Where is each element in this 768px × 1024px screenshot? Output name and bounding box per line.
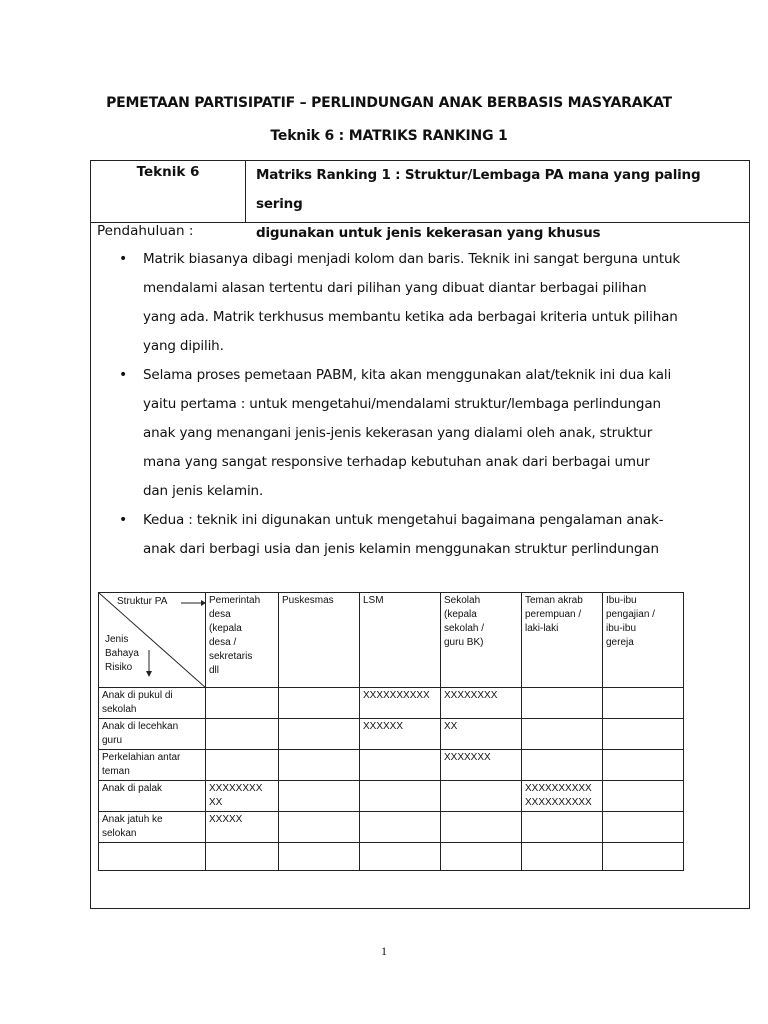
matrix-column-header (603, 593, 684, 688)
cell-line: XXXXXXXXXX (525, 783, 592, 794)
cell-line: sekretaris (209, 651, 253, 662)
matrix-cell (279, 843, 360, 871)
cell-line: XXXXXXXX (209, 783, 263, 794)
matrix-cell (360, 781, 441, 812)
cell-line: Perkelahian antar (102, 752, 181, 763)
matrix-corner-cell (99, 593, 206, 688)
bullet-line: mana yang sangat responsive terhadap kebutuhan anak dari berbagai umur (143, 454, 650, 470)
matrix-cell (279, 781, 360, 812)
cell-line: perempuan / (525, 609, 582, 620)
matrix-cell (360, 812, 441, 843)
cell-line: Anak di palak (102, 783, 163, 794)
cell-line: gereja (606, 637, 634, 648)
technique-number: Teknik 6 (91, 161, 246, 222)
matrix-column-header (441, 593, 522, 688)
page-subtitle: Teknik 6 : MATRIKS RANKING 1 (270, 128, 508, 144)
matrix-cell (603, 812, 684, 843)
matrix-cell (206, 843, 279, 871)
matrix-cell (441, 781, 522, 812)
content-frame (90, 160, 750, 909)
matrix-cell (279, 719, 360, 750)
matrix-column-header (279, 593, 360, 688)
matrix-row-label (99, 750, 206, 781)
table-row (99, 781, 684, 812)
matrix-cell (279, 750, 360, 781)
cell-line: laki-laki (525, 623, 559, 634)
matrix-cell (522, 812, 603, 843)
cell-line: XXXXXXX (444, 752, 491, 763)
matrix-cell (441, 812, 522, 843)
matrix-cell (522, 688, 603, 719)
matrix-cell (360, 688, 441, 719)
matrix-cell (279, 812, 360, 843)
matrix-cell (522, 719, 603, 750)
matrix-cell (522, 750, 603, 781)
matrix-column-header (360, 593, 441, 688)
table-row (99, 843, 684, 871)
matrix-cell (603, 719, 684, 750)
matrix-column-header (522, 593, 603, 688)
bullet-dot-icon: • (119, 367, 128, 383)
cell-line: desa (209, 609, 231, 620)
cell-line: teman (102, 766, 130, 777)
matrix-cell (360, 843, 441, 871)
matrix-cell (360, 750, 441, 781)
intro-bullet (113, 361, 743, 506)
intro-bullet (113, 506, 743, 564)
matrix-cell (603, 688, 684, 719)
cell-line: XXXXXXXXXX (363, 690, 430, 701)
page-title: PEMETAAN PARTISIPATIF – PERLINDUNGAN ANAK BERBASIS MASYARAKAT (106, 95, 672, 111)
matrix-cell (522, 781, 603, 812)
matrix-column-header (206, 593, 279, 688)
matrix-row-label (99, 781, 206, 812)
cell-line: ibu-ibu (606, 623, 637, 634)
matrix-cell (603, 750, 684, 781)
table-row (99, 812, 684, 843)
cell-line: XXXXX (209, 814, 243, 825)
cell-line: Puskesmas (282, 595, 334, 606)
table-row (99, 688, 684, 719)
matrix-row-label (99, 812, 206, 843)
cell-line: desa / (209, 637, 237, 648)
corner-row-label (105, 633, 139, 675)
cell-line: sekolah (102, 704, 137, 715)
intro-bullet-list (113, 245, 743, 564)
bullet-dot-icon: • (119, 251, 128, 267)
matrix-cell (206, 750, 279, 781)
cell-line: Ibu-ibu (606, 595, 637, 606)
matrix-header-row (99, 593, 684, 688)
cell-line: (kepala (209, 623, 242, 634)
table-row (99, 719, 684, 750)
cell-line: pengajian / (606, 609, 655, 620)
matrix-cell (206, 812, 279, 843)
cell-line: Pemerintah (209, 595, 261, 606)
bullet-dot-icon: • (119, 512, 128, 528)
ranking-matrix-table (98, 592, 684, 871)
matrix-cell (206, 719, 279, 750)
bullet-line: Kedua : teknik ini digunakan untuk mengetahui bagaimana pengalaman anak- (143, 512, 664, 528)
matrix-cell (522, 843, 603, 871)
bullet-line: Matrik biasanya dibagi menjadi kolom dan baris. Teknik ini sangat berguna untuk (143, 251, 681, 267)
cell-line: Teman akrab (525, 595, 583, 606)
technique-description-line: Matriks Ranking 1 : Struktur/Lembaga PA mana yang paling sering (256, 167, 701, 212)
bullet-line: anak dari berbagi usia dan jenis kelamin menggunakan struktur perlindungan (143, 541, 659, 557)
cell-line: Anak jatuh ke (102, 814, 163, 825)
matrix-cell (441, 843, 522, 871)
cell-line: LSM (363, 595, 384, 606)
bullet-line: yang ada. Matrik terkhusus membantu ketika ada berbagai kriteria untuk pilihan (143, 309, 678, 325)
cell-line: Anak di pukul di (102, 690, 173, 701)
intro-label: Pendahuluan : (97, 223, 194, 239)
cell-line: XX (209, 797, 223, 808)
page-number: 1 (381, 944, 387, 958)
matrix-row-label (99, 719, 206, 750)
matrix-cell (206, 781, 279, 812)
matrix-row-label (99, 843, 206, 871)
cell-line: XXXXXX (363, 721, 404, 732)
matrix-cell (279, 688, 360, 719)
matrix-row-label (99, 688, 206, 719)
cell-line: guru BK) (444, 637, 484, 648)
cell-line: XXXXXXXX (444, 690, 498, 701)
technique-description (256, 161, 746, 248)
cell-line: selokan (102, 828, 137, 839)
technique-description-line: digunakan untuk jenis kekerasan yang khusus (256, 225, 601, 241)
matrix-cell (441, 750, 522, 781)
bullet-line: yaitu pertama : untuk mengetahui/mendalami struktur/lembaga perlindungan (143, 396, 661, 412)
cell-line: Risiko (105, 662, 133, 673)
cell-line: dll (209, 665, 220, 676)
cell-line: XX (444, 721, 458, 732)
bullet-line: mendalami alasan tertentu dari pilihan yang dibuat diantar berbagai pilihan (143, 280, 647, 296)
matrix-cell (206, 688, 279, 719)
matrix-cell (441, 688, 522, 719)
table-row (99, 750, 684, 781)
corner-column-label: Struktur PA (117, 596, 168, 607)
bullet-line: Selama proses pemetaan PABM, kita akan menggunakan alat/teknik ini dua kali (143, 367, 672, 383)
matrix-cell (441, 719, 522, 750)
cell-line: (kepala (444, 609, 477, 620)
intro-bullet (113, 245, 743, 361)
bullet-line: anak yang menangani jenis-jenis kekerasan yang dialami oleh anak, struktur (143, 425, 653, 441)
cell-line: Anak di lecehkan (102, 721, 179, 732)
cell-line: XXXXXXXXXX (525, 797, 592, 808)
cell-line: guru (102, 735, 123, 746)
cell-line: sekolah / (444, 623, 485, 634)
cell-line: Bahaya (105, 648, 139, 659)
bullet-line: dan jenis kelamin. (143, 483, 264, 499)
cell-line: Jenis (105, 634, 129, 645)
matrix-cell (360, 719, 441, 750)
cell-line: Sekolah (444, 595, 481, 606)
bullet-line: yang dipilih. (143, 338, 224, 354)
matrix-cell (603, 781, 684, 812)
matrix-cell (603, 843, 684, 871)
